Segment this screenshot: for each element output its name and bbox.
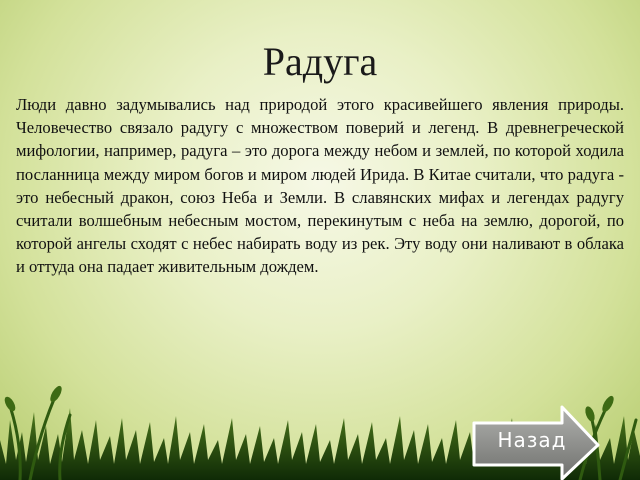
slide-body-text: Люди давно задумывались над природой этого красивейшего явления природы. Человечество связало радугу с множеством поверий и легенд. В древнегреческой мифологии, например, радуга – это дорога между небом и землей, по которой ходила посланница между миром богов и миром людей Ирида. В Китае считали, что радуга - это небесный дракон, союз Неба и Земли. В славянских мифах и легендах радугу считали волшебным небесным мостом, перекинутым с неба на землю, дорогой, по которой ангелы сходят с небес набирать воду из рек. Эту воду они наливают в облака и оттуда она падает живительным дождем. (16, 95, 624, 277)
back-button[interactable] (470, 405, 600, 480)
back-button-label: Назад (497, 428, 567, 452)
slide-title: Радуга (262, 39, 378, 84)
